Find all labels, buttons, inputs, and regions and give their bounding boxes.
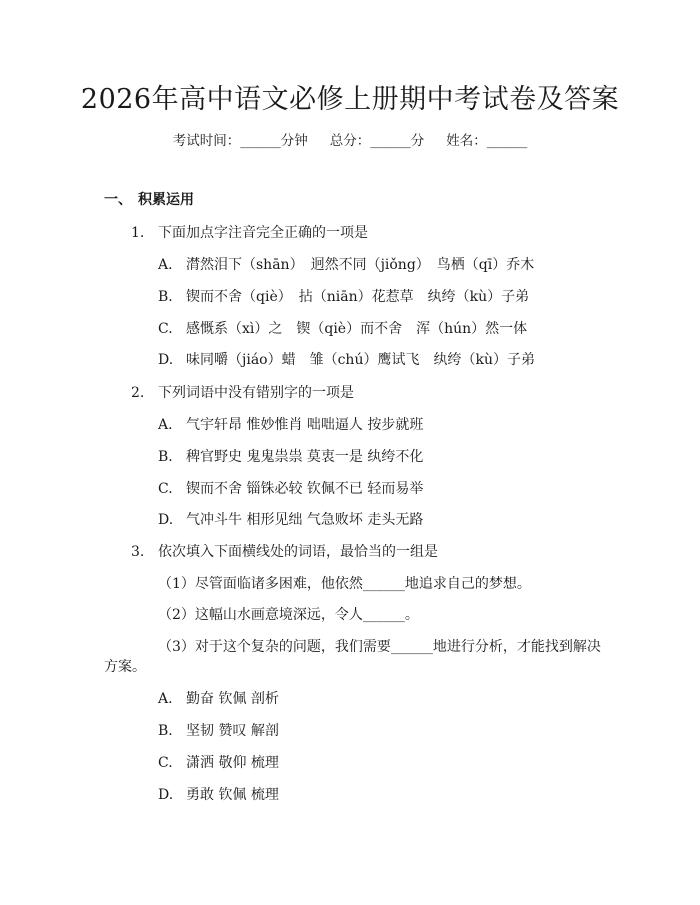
question-3 <box>131 542 438 562</box>
option-text: 感慨系（xì）之 锲（qiè）而不舍 浑（hún）然一体 <box>186 321 528 337</box>
exam-time-field: 考试时间：______分钟 <box>172 133 308 149</box>
question-1-option-a <box>158 255 534 275</box>
option-text: 坚韧 赞叹 解剖 <box>186 723 279 739</box>
option-text: 稗官野史 鬼鬼祟祟 莫衷一是 纨绔不化 <box>186 449 424 465</box>
total-score-field: 总分：______分 <box>329 133 425 149</box>
question-3-sub-2: （2）这幅山水画意境深远，令人______。 <box>158 607 419 623</box>
question-3-sub-3: （3）对于这个复杂的问题，我们需要______地进行分析，才能找到解决 <box>158 639 601 655</box>
option-text: 勤奋 钦佩 剖析 <box>186 691 279 707</box>
option-text: 潸然泪下（shān） 迥然不同（jiǒng） 鸟栖（qī）乔木 <box>186 257 535 273</box>
question-3-sub-1: （1）尽管面临诸多困难，他依然______地追求自己的梦想。 <box>158 576 531 592</box>
question-1-option-b <box>158 287 529 307</box>
option-letter: D. <box>158 352 174 368</box>
question-2-option-d <box>158 510 423 530</box>
question-number: 2. <box>131 385 145 401</box>
question-stem: 依次填入下面横线处的词语，最恰当的一组是 <box>158 544 438 560</box>
option-text: 气冲斗牛 相形见绌 气急败坏 走头无路 <box>186 512 424 528</box>
question-1-option-c <box>158 319 527 339</box>
question-3-option-a <box>158 689 279 709</box>
option-text: 勇敢 钦佩 梳理 <box>186 787 279 803</box>
option-text: 锲而不舍 锱铢必较 钦佩不已 轻而易举 <box>186 481 424 497</box>
option-letter: A. <box>158 691 173 707</box>
question-3-sub-3-continued: 方案。 <box>104 659 146 675</box>
question-1 <box>131 223 368 243</box>
option-letter: C. <box>158 755 173 771</box>
option-text: 锲而不舍（qiè） 拈（niān）花惹草 纨绔（kù）子弟 <box>186 289 530 305</box>
question-3-option-d <box>158 785 279 805</box>
section-title: 积累运用 <box>138 192 194 208</box>
option-letter: B. <box>158 723 173 739</box>
option-text: 气宇轩昂 惟妙惟肖 咄咄逼人 按步就班 <box>186 417 424 433</box>
question-1-option-d <box>158 350 535 370</box>
option-letter: B. <box>158 449 173 465</box>
page-title: 2026年高中语文必修上册期中考试卷及答案 <box>80 84 620 115</box>
option-letter: D. <box>158 512 174 528</box>
question-3-option-b <box>158 721 279 741</box>
question-stem: 下面加点字注音完全正确的一项是 <box>158 225 368 241</box>
option-letter: C. <box>158 321 173 337</box>
question-2-option-c <box>158 479 423 499</box>
question-3-option-c <box>158 753 279 773</box>
exam-info-line <box>0 131 700 151</box>
question-number: 1. <box>131 225 145 241</box>
question-2-option-a <box>158 415 423 435</box>
option-letter: C. <box>158 481 173 497</box>
option-letter: D. <box>158 787 174 803</box>
option-letter: A. <box>158 417 173 433</box>
question-number: 3. <box>131 544 145 560</box>
question-2 <box>131 383 354 403</box>
option-text: 味同嚼（jiáo）蜡 雏（chú）鹰试飞 纨绔（kù）子弟 <box>186 352 535 368</box>
option-text: 潇洒 敬仰 梳理 <box>186 755 279 771</box>
question-2-option-b <box>158 447 423 467</box>
section-number: 一、 <box>104 192 132 208</box>
section-heading <box>104 190 194 210</box>
student-name-field: 姓名：______ <box>446 133 528 149</box>
option-letter: B. <box>158 289 173 305</box>
option-letter: A. <box>158 257 173 273</box>
question-stem: 下列词语中没有错别字的一项是 <box>158 385 354 401</box>
